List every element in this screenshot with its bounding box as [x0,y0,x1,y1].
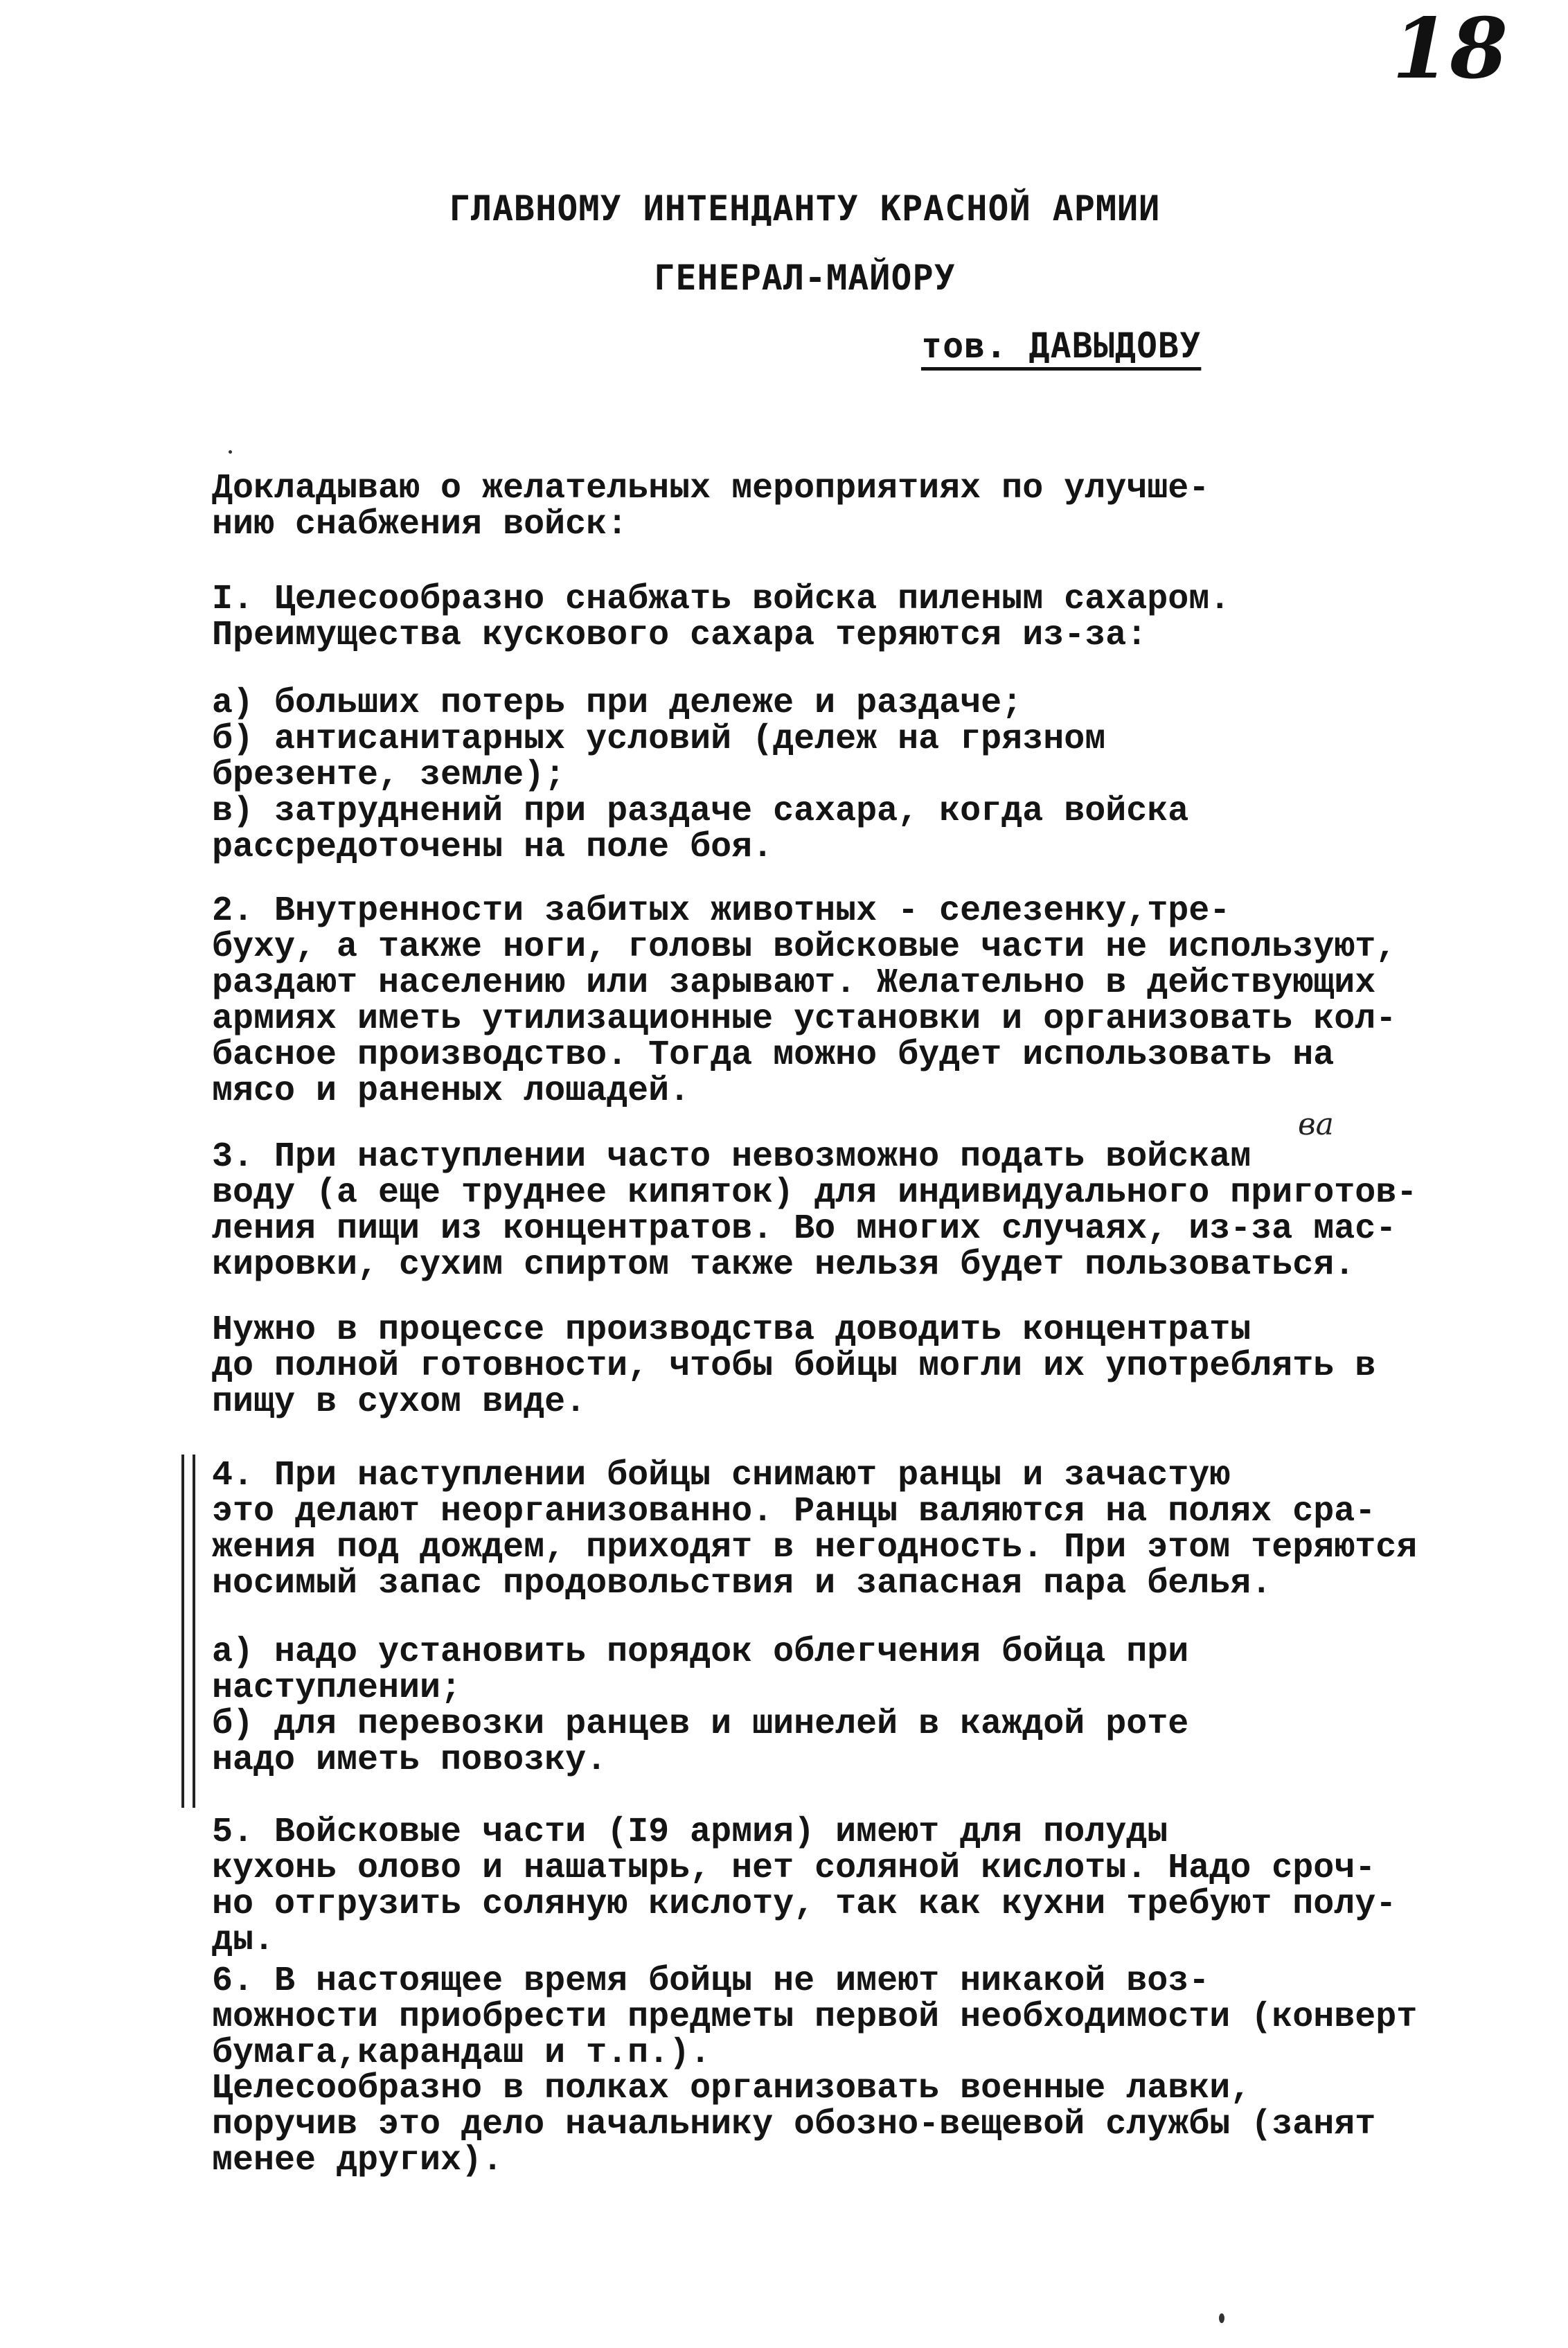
item-1-paragraph: I. Целесообразно снабжать войска пиленым сахаром. Преимущества кускового сахара теряются из-за: [212,580,1231,655]
item-6-continuation: Целесообразно в полках организовать военные лавки, поручив это дело начальнику обозно-вещевой службы (занят менее других). [212,2069,1376,2180]
item-3-paragraph: 3. При наступлении часто невозможно подать войскам воду (а еще труднее кипяток) для индивидуального приготов- ления пищи из концентратов. Во многих случаях, из-за мас- кировки, сухим спиртом также нельзя будет пользоваться. [212,1137,1418,1285]
item-5-paragraph: 5. Войсковые части (I9 армия) имеют для полуды кухонь олово и нашатырь, нет соляной кислоты. Надо сроч- но отгрузить соляную кислоту, так как кухни требуют полу- ды. [212,1813,1397,1960]
item-4-list: а) надо установить порядок облегчения бойца при наступлении; б) для перевозки ранцев и шинелей в каждой роте надо иметь повозку. [212,1633,1189,1780]
item-6-paragraph: 6. В настоящее время бойцы не имеют никакой воз- можности приобрести предметы первой необходимости (конверт бумага,карандаш и т.п.). [212,1962,1418,2073]
item-1-list: а) больших потерь при дележе и раздаче; б) антисанитарных условий (дележ на грязном брезенте, земле); в) затруднений при раздаче сахара, когда войска рассредоточены на поле боя. [212,684,1189,867]
page-number: 18 [1392,0,1508,98]
addressee-line-1: ГЛАВНОМУ ИНТЕНДАНТУ КРАСНОЙ АРМИИ [449,188,1161,229]
margin-line-right [193,1455,195,1808]
scan-speck [1219,2313,1224,2323]
addressee-line-2: ГЕНЕРАЛ-МАЙОРУ [654,258,956,298]
margin-line-left [181,1455,184,1808]
item-2-paragraph: 2. Внутренности забитых животных - селезенку,тре- буху, а также ноги, головы войсковые части не используют, раздают населению или зарывают. Желательно в действующих армиях иметь утилизационные установки и организовать кол- басное производство. Тогда можно будет использовать на мясо и раненых лошадей. [212,891,1397,1111]
handwritten-correction: ва [1298,1107,1334,1142]
intro-paragraph: Докладываю о желательных мероприятиях по улучше- нию снабжения войск: [212,469,1210,544]
addressee-line-3: тов. ДАВЫДОВУ [921,326,1202,366]
scan-speck [229,450,232,454]
item-4-paragraph: 4. При наступлении бойцы снимают ранцы и зачастую это делают неорганизованно. Ранцы валяются на полях сра- жения под дождем, приходят в негодность. При этом теряются носимый запас продовольствия и запасная пара белья. [212,1456,1418,1603]
item-3-continuation: Нужно в процессе производства доводить концентраты до полной готовности, чтобы бойцы могли их употреблять в пищу в сухом виде. [212,1310,1376,1422]
